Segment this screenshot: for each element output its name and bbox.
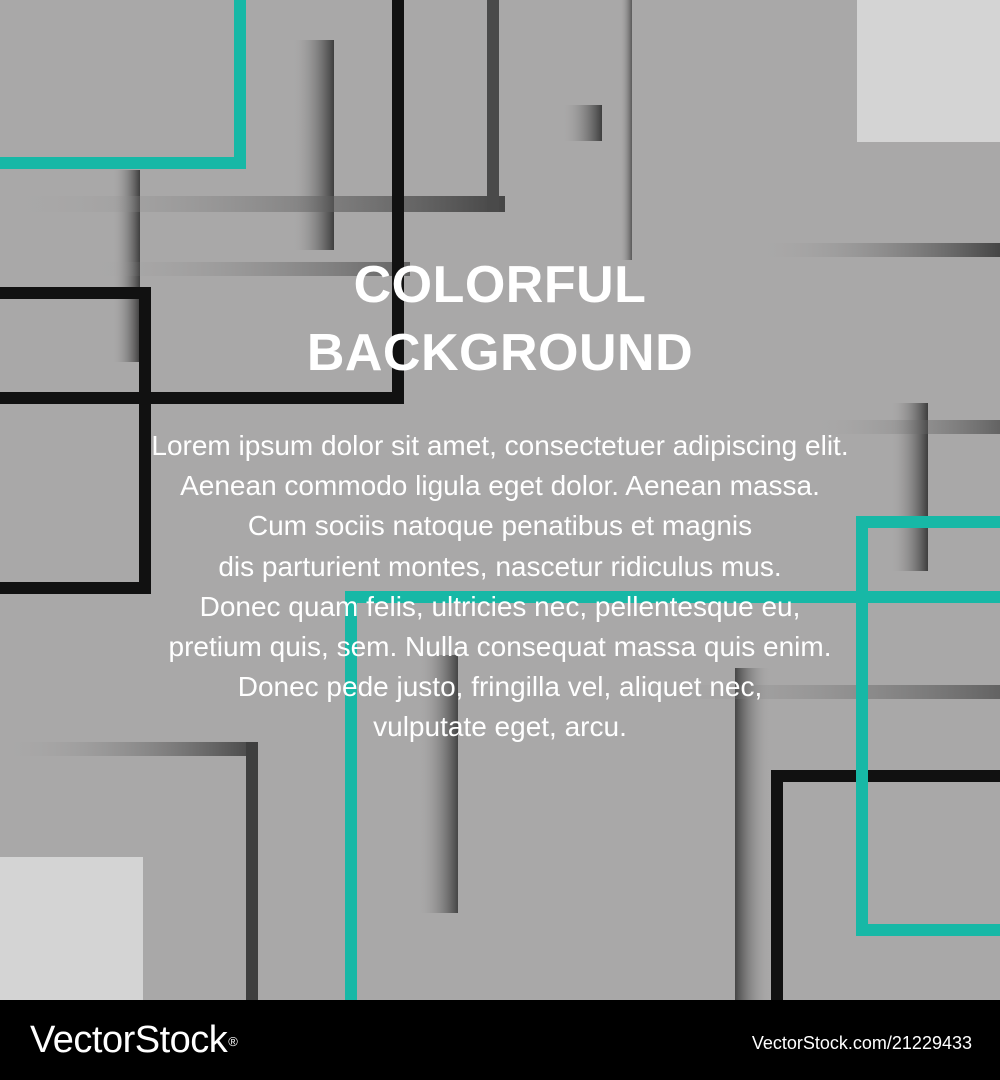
teal-frame-line [0,0,240,163]
image-id-text: VectorStock.com/21229433 [751,1033,972,1053]
headline-line-2: BACKGROUND [306,324,694,382]
light-square-bottom-left [0,857,143,1000]
logo-text: VectorStock [30,1019,228,1061]
body-line: dis parturient montes, nascetur ridiculus mus. [218,550,782,582]
body-paragraph [40,426,960,748]
vectorstock-logo [30,1018,236,1062]
body-line: pretium quis, sem. Nulla consequat massa quis enim. [168,631,832,663]
headline-line-1: COLORFUL [353,256,647,314]
shadow-line [0,196,505,212]
body-line: Lorem ipsum dolor sit amet, consectetuer adipiscing elit. [151,430,849,461]
shadow-bar [292,40,334,250]
registered-mark: ® [228,1034,238,1049]
shadow-bar [562,105,602,141]
body-line: Cum sociis natoque penatibus et magnis [247,510,753,542]
body-line: Donec quam felis, ultricies nec, pellentesque eu, [199,590,801,622]
body-line: Aenean commodo ligula eget dolor. Aenean massa. [180,470,820,502]
shadow-line [620,0,632,260]
body-line: vulputate eget, arcu. [373,711,627,743]
body-line: Donec pede justo, fringilla vel, aliquet nec, [237,671,763,703]
light-square-top-right [857,0,1000,142]
dark-frame-line [777,776,1000,1000]
watermark-footer [0,1000,1000,1080]
